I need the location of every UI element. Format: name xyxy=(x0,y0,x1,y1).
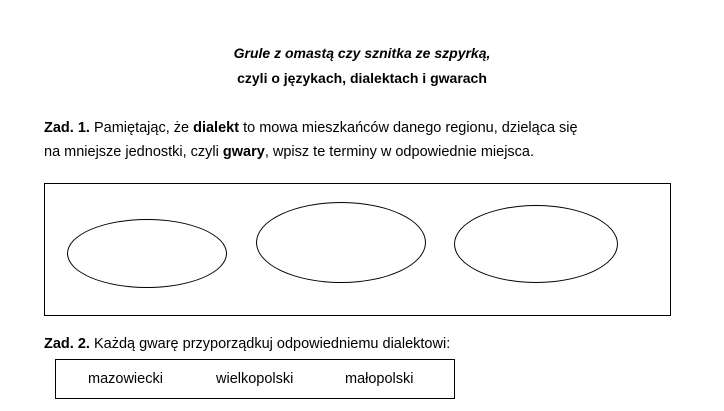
dialect-malopolski: małopolski xyxy=(345,371,414,387)
term-gwary: gwary xyxy=(222,144,265,160)
task1-text-1b: to mowa mieszkańców danego regionu, dzieląca się xyxy=(239,120,578,136)
dialect-mazowiecki: mazowiecki xyxy=(88,371,163,387)
task1-line-1 xyxy=(44,117,578,139)
answer-ellipse-3[interactable] xyxy=(454,205,618,283)
answer-ellipse-2[interactable] xyxy=(256,202,426,283)
task1-text-2b: , wpisz te terminy w odpowiednie miejsca. xyxy=(264,144,535,160)
task1-line-2 xyxy=(44,141,534,163)
task1-label: Zad. 1. xyxy=(44,120,90,136)
answer-box xyxy=(44,183,671,316)
dialect-wielkopolski: wielkopolski xyxy=(216,371,294,387)
task1-text-1a: Pamiętając, że xyxy=(89,120,194,136)
term-dialekt: dialekt xyxy=(193,120,240,136)
task2-label: Zad. 2. xyxy=(44,336,90,352)
answer-ellipse-1[interactable] xyxy=(67,219,227,288)
title-line-1: Grule z omastą czy sznitka ze szpyrką, xyxy=(233,45,491,61)
task1-text-2a: na mniejsze jednostki, czyli xyxy=(44,144,223,160)
title-line-2: czyli o językach, dialektach i gwarach xyxy=(237,70,487,86)
task2-text: Każdą gwarę przyporządkuj odpowiedniemu dialektowi: xyxy=(89,336,451,352)
task2-line xyxy=(44,333,450,355)
dialect-box xyxy=(55,359,455,399)
